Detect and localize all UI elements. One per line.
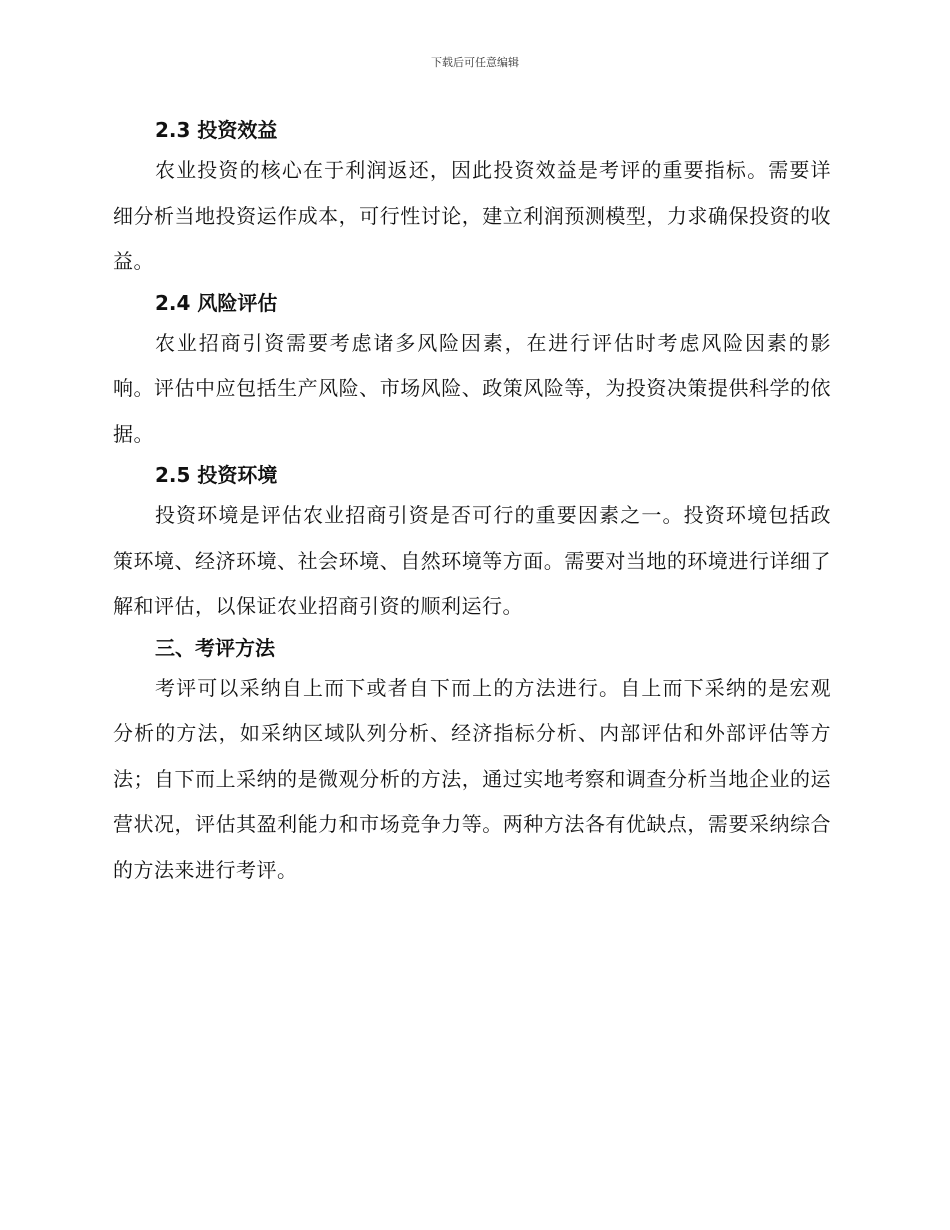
- document-body: [113, 112, 831, 893]
- section-heading-evaluation-method: 三、考评方法: [155, 635, 275, 660]
- section-heading-risk-assessment: 2.4 风险评估: [155, 290, 278, 315]
- page-header-note: 下载后可任意编辑: [431, 56, 519, 69]
- paragraph-investment-environment: 投资环境是评估农业招商引资是否可行的重要因素之一。投资环境包括政策环境、经济环境、社会环境、自然环境等方面。需要对当地的环境进行详细了解和评估，以保证农业招商引资的顺利运行。: [113, 503, 831, 618]
- paragraph-evaluation-method: 考评可以采纳自上而下或者自下而上的方法进行。自上而下采纳的是宏观分析的方法，如采纳区域队列分析、经济指标分析、内部评估和外部评估等方法；自下而上采纳的是微观分析的方法，通过实地考察和调查分析当地企业的运营状况，评估其盈利能力和市场竞争力等。两种方法各有优缺点，需要采纳综合的方法来进行考评。: [113, 675, 831, 882]
- paragraph-investment-benefit: 农业投资的核心在于利润返还，因此投资效益是考评的重要指标。需要详细分析当地投资运作成本，可行性讨论，建立利润预测模型，力求确保投资的收益。: [113, 158, 831, 273]
- section-heading-investment-benefit: 2.3 投资效益: [155, 118, 278, 142]
- paragraph-risk-assessment: 农业招商引资需要考虑诸多风险因素，在进行评估时考虑风险因素的影响。评估中应包括生产风险、市场风险、政策风险等，为投资决策提供科学的依据。: [113, 330, 831, 446]
- section-heading-investment-environment: 2.5 投资环境: [155, 463, 278, 487]
